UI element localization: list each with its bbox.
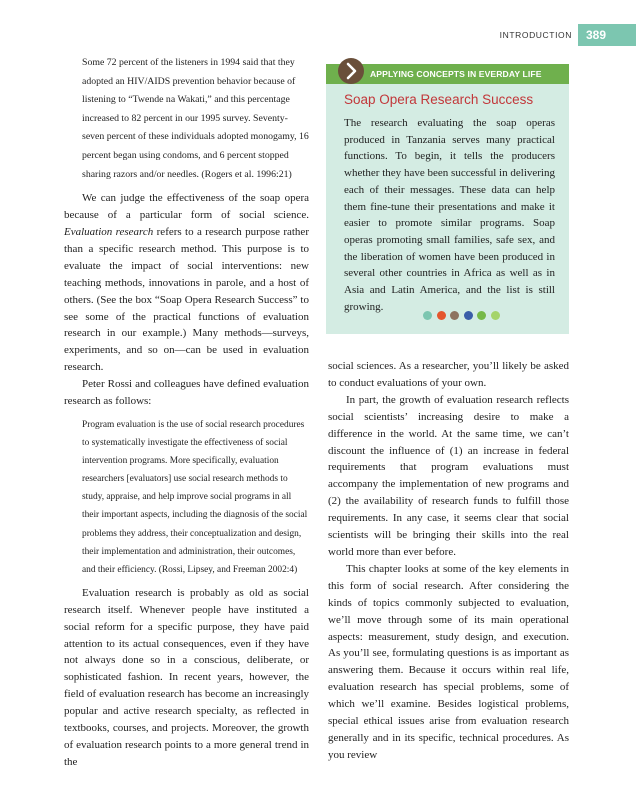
running-head: INTRODUCTION [499, 30, 572, 40]
dot-icon [464, 311, 473, 320]
opening-quote: Some 72 percent of the listeners in 1994 said that they adopted an HIV/AIDS prevention behavior because of listening to “Twende na Wakati,” and this percentage increased to 82 percent in our 1995 survey. Seventy-seven percent of these individuals adopted monogamy, 16 percent began using condoms, and 6 percent stopped sharing razors and/or needles. (Rogers et al. 1996:21) [82, 57, 309, 180]
definition-quote: Program evaluation is the use of social research procedures to systematically investigate the effectiveness of social intervention programs. More specifically, evaluation researchers [evaluators] use social research methods to study, appraise, and help improve social programs in all their important aspects, including the diagnosis of the social problems they address, their conceptualization and design, their implementation and administration, their outcomes, and their efficiency. (Rossi, Lipsey, and Freeman 2002:4) [82, 419, 308, 575]
paragraph-growth: In part, the growth of evaluation research reflects social scientists’ increasing desire to make a difference in the world. At the same time, we can’t discount the influence of (1) an increase in federal requirements that program evaluations must accompany the implementation of new programs and (2) the availability of research funds to fulfill those requirements. In any case, it seems clear that social scientists will be bringing their skills into the real world more than ever before. [328, 393, 569, 558]
box-title: Soap Opera Research Success [344, 92, 534, 107]
page-number: 389 [578, 24, 636, 46]
box-banner-label: APPLYING CONCEPTS IN EVERDAY LIFE [370, 69, 542, 79]
dot-icon [423, 311, 432, 320]
concept-box [326, 64, 569, 334]
paragraph-text: refers to a research purpose rather than a specific research method. This purpose is to evaluate the impact of social interventions: new teaching methods, innovations in parole, and a host of others. (See the box “Soap Opera Research Success” to see some of the practical functions of evaluation research in our example.) Many methods—surveys, experiments, and so on—can be used in evaluation research. [64, 225, 309, 374]
box-body: The research evaluating the soap operas produced in Tanzania serves many practical functions. To begin, it tells the producers whether they have been successful in delivering each of their messages. These data can help them fine-tune their presentations and make it easier to promote similar programs. Soap operas promoting small families, safe sex, and the liberation of women have been produced in several other countries in Africa as well as in Asia and Latin America, and the list is still growing. [344, 117, 555, 313]
paragraph-chapter-overview: This chapter looks at some of the key elements in this form of social research. After considering the kinds of topics commonly subjected to evaluation, we’ll move through some of its main operational aspects: measurement, study design, and execution. As you’ll see, formulating questions is as important as answering them. Because it occurs within real life, evaluation research has special problems, some of which we’ll examine. Besides logistical problems, special ethical issues arise from evaluation research generally and in its specific, technical procedures. As you review [328, 562, 569, 761]
decorative-dots [423, 307, 500, 317]
dot-icon [491, 311, 500, 320]
chevron-right-icon [338, 58, 364, 84]
paragraph-continuation: social sciences. As a researcher, you’ll likely be asked to conduct evaluations of your own. [328, 360, 569, 389]
paragraph-evaluation-research [64, 190, 309, 376]
dot-icon [477, 311, 486, 320]
paragraph-text: We can judge the effectiveness of the soap opera because of a particular form of social science. [64, 192, 309, 222]
paragraph-rossi: Peter Rossi and colleagues have defined evaluation research as follows: [64, 378, 309, 408]
left-column [64, 54, 309, 771]
dot-icon [437, 311, 446, 320]
paragraph-history: Evaluation research is probably as old as social research itself. Whenever people have instituted a social reform for a specific purpose, they have paid attention to its actual consequences, even if they have not always done so in a conscious, deliberate, or sophisticated fashion. In recent years, however, the field of evaluation research has become an increasingly popular and active research specialty, as reflected in textbooks, courses, and projects. Moreover, the growth of evaluation research points to a more general trend in the [64, 586, 309, 768]
key-term: Evaluation research [64, 225, 154, 238]
right-column [328, 358, 569, 764]
dot-icon [450, 311, 459, 320]
